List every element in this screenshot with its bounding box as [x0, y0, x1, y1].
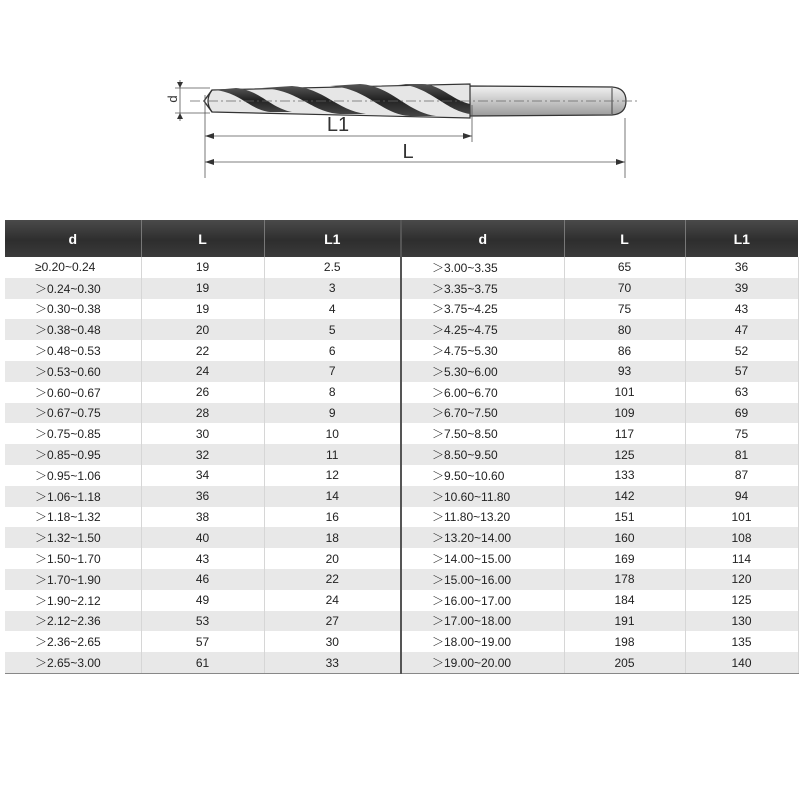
table-row: [5, 652, 798, 673]
cell-l-left: 19: [141, 299, 264, 320]
cell-l-left: 40: [141, 527, 264, 548]
header-d-left: d: [5, 220, 141, 257]
cell-l1-left: 18: [264, 527, 401, 548]
table-row: [5, 507, 798, 528]
cell-d-left: ＞0.67~0.75: [5, 403, 141, 424]
cell-l1-left: 10: [264, 423, 401, 444]
cell-l1-right: 140: [685, 652, 798, 673]
cell-l-left: 57: [141, 631, 264, 652]
cell-l-left: 53: [141, 611, 264, 632]
label-d: d: [165, 95, 180, 103]
cell-l-left: 20: [141, 319, 264, 340]
cell-l-left: 61: [141, 652, 264, 673]
cell-d-left: ＞1.18~1.32: [5, 507, 141, 528]
table-row: [5, 465, 798, 486]
cell-l1-right: 43: [685, 299, 798, 320]
cell-l1-left: 7: [264, 361, 401, 382]
table-row: [5, 403, 798, 424]
cell-d-left: ≥0.20~0.24: [5, 257, 141, 278]
cell-d-left: ＞1.50~1.70: [5, 548, 141, 569]
cell-d-left: ＞0.95~1.06: [5, 465, 141, 486]
cell-l-right: 101: [564, 382, 685, 403]
cell-l1-left: 14: [264, 486, 401, 507]
cell-l1-left: 12: [264, 465, 401, 486]
cell-l-right: 133: [564, 465, 685, 486]
header-l1-right: L1: [685, 220, 798, 257]
cell-l1-left: 11: [264, 444, 401, 465]
cell-l1-right: 130: [685, 611, 798, 632]
cell-l-right: 70: [564, 278, 685, 299]
table-row: [5, 278, 798, 299]
cell-d-right: ＞16.00~17.00: [401, 590, 564, 611]
cell-d-left: ＞2.65~3.00: [5, 652, 141, 673]
cell-d-right: ＞8.50~9.50: [401, 444, 564, 465]
cell-d-right: ＞18.00~19.00: [401, 631, 564, 652]
cell-d-left: ＞1.06~1.18: [5, 486, 141, 507]
cell-d-left: ＞0.85~0.95: [5, 444, 141, 465]
drill-bit-diagram: [0, 0, 800, 200]
cell-d-right: ＞6.00~6.70: [401, 382, 564, 403]
cell-d-right: ＞5.30~6.00: [401, 361, 564, 382]
cell-d-right: ＞14.00~15.00: [401, 548, 564, 569]
drill-size-table: [5, 220, 799, 674]
cell-d-left: ＞1.90~2.12: [5, 590, 141, 611]
overall-length-dimension: [205, 118, 625, 178]
drill-size-table-container: [5, 220, 798, 674]
cell-d-right: ＞10.60~11.80: [401, 486, 564, 507]
table-row: [5, 340, 798, 361]
cell-d-left: ＞2.36~2.65: [5, 631, 141, 652]
table-row: [5, 548, 798, 569]
cell-l-left: 28: [141, 403, 264, 424]
cell-d-right: ＞17.00~18.00: [401, 611, 564, 632]
cell-l1-left: 27: [264, 611, 401, 632]
cell-l1-left: 33: [264, 652, 401, 673]
table-row: [5, 444, 798, 465]
label-l1: L1: [326, 114, 350, 136]
cell-d-left: ＞0.53~0.60: [5, 361, 141, 382]
table-row: [5, 382, 798, 403]
cell-l-left: 38: [141, 507, 264, 528]
cell-d-right: ＞19.00~20.00: [401, 652, 564, 673]
cell-l1-left: 16: [264, 507, 401, 528]
table-row: [5, 486, 798, 507]
cell-l1-left: 3: [264, 278, 401, 299]
cell-l1-left: 5: [264, 319, 401, 340]
table-row: [5, 590, 798, 611]
cell-d-right: ＞3.35~3.75: [401, 278, 564, 299]
cell-l1-right: 135: [685, 631, 798, 652]
cell-d-left: ＞1.70~1.90: [5, 569, 141, 590]
cell-l-left: 19: [141, 278, 264, 299]
cell-d-right: ＞3.00~3.35: [401, 257, 564, 278]
table-row: [5, 423, 798, 444]
table-row: [5, 569, 798, 590]
cell-l1-left: 22: [264, 569, 401, 590]
cell-d-left: ＞0.38~0.48: [5, 319, 141, 340]
cell-d-left: ＞0.24~0.30: [5, 278, 141, 299]
cell-l-left: 22: [141, 340, 264, 361]
cell-l-right: 198: [564, 631, 685, 652]
cell-d-left: ＞2.12~2.36: [5, 611, 141, 632]
cell-l1-left: 20: [264, 548, 401, 569]
table-row: [5, 257, 798, 278]
cell-d-right: ＞6.70~7.50: [401, 403, 564, 424]
label-l: L: [402, 141, 414, 163]
cell-d-left: ＞1.32~1.50: [5, 527, 141, 548]
cell-l1-right: 108: [685, 527, 798, 548]
cell-l-right: 86: [564, 340, 685, 361]
cell-l1-right: 69: [685, 403, 798, 424]
table-row: [5, 299, 798, 320]
cell-d-right: ＞9.50~10.60: [401, 465, 564, 486]
cell-l1-right: 81: [685, 444, 798, 465]
cell-d-right: ＞4.75~5.30: [401, 340, 564, 361]
cell-l-right: 117: [564, 423, 685, 444]
cell-l-right: 75: [564, 299, 685, 320]
table-row: [5, 527, 798, 548]
cell-d-right: ＞3.75~4.25: [401, 299, 564, 320]
cell-l-right: 142: [564, 486, 685, 507]
cell-l1-right: 52: [685, 340, 798, 361]
cell-l1-left: 24: [264, 590, 401, 611]
cell-l1-right: 101: [685, 507, 798, 528]
table-row: [5, 361, 798, 382]
cell-l1-right: 63: [685, 382, 798, 403]
cell-l1-right: 125: [685, 590, 798, 611]
cell-l1-right: 39: [685, 278, 798, 299]
cell-l-right: 205: [564, 652, 685, 673]
cell-l-left: 46: [141, 569, 264, 590]
table-body: [5, 257, 798, 673]
cell-l1-left: 30: [264, 631, 401, 652]
cell-l1-left: 9: [264, 403, 401, 424]
cell-l1-right: 94: [685, 486, 798, 507]
cell-l-left: 36: [141, 486, 264, 507]
cell-d-right: ＞7.50~8.50: [401, 423, 564, 444]
cell-l-left: 43: [141, 548, 264, 569]
table-row: [5, 611, 798, 632]
cell-l1-left: 2.5: [264, 257, 401, 278]
cell-l1-left: 6: [264, 340, 401, 361]
cell-l-left: 30: [141, 423, 264, 444]
cell-l-left: 19: [141, 257, 264, 278]
header-l1-left: L1: [264, 220, 401, 257]
cell-l1-right: 120: [685, 569, 798, 590]
cell-l-left: 49: [141, 590, 264, 611]
cell-d-left: ＞0.30~0.38: [5, 299, 141, 320]
cell-l1-right: 87: [685, 465, 798, 486]
cell-l-right: 109: [564, 403, 685, 424]
cell-l-left: 32: [141, 444, 264, 465]
table-row: [5, 631, 798, 652]
cell-l-right: 191: [564, 611, 685, 632]
cell-l-left: 34: [141, 465, 264, 486]
header-l-left: L: [141, 220, 264, 257]
cell-d-right: ＞13.20~14.00: [401, 527, 564, 548]
cell-l-right: 169: [564, 548, 685, 569]
cell-l1-right: 36: [685, 257, 798, 278]
cell-l-right: 178: [564, 569, 685, 590]
cell-l1-right: 114: [685, 548, 798, 569]
cell-l1-right: 47: [685, 319, 798, 340]
cell-l1-right: 57: [685, 361, 798, 382]
cell-d-right: ＞11.80~13.20: [401, 507, 564, 528]
cell-l1-right: 75: [685, 423, 798, 444]
header-d-right: d: [401, 220, 564, 257]
cell-l1-left: 4: [264, 299, 401, 320]
table-header-row: [5, 220, 798, 257]
table-row: [5, 319, 798, 340]
cell-l-right: 65: [564, 257, 685, 278]
cell-l-right: 160: [564, 527, 685, 548]
cell-l-right: 93: [564, 361, 685, 382]
diameter-dimension: [165, 80, 210, 121]
cell-d-left: ＞0.60~0.67: [5, 382, 141, 403]
header-l-right: L: [564, 220, 685, 257]
cell-d-right: ＞15.00~16.00: [401, 569, 564, 590]
cell-d-right: ＞4.25~4.75: [401, 319, 564, 340]
cell-l-right: 151: [564, 507, 685, 528]
cell-d-left: ＞0.48~0.53: [5, 340, 141, 361]
cell-l-left: 24: [141, 361, 264, 382]
cell-d-left: ＞0.75~0.85: [5, 423, 141, 444]
cell-l1-left: 8: [264, 382, 401, 403]
cell-l-right: 80: [564, 319, 685, 340]
cell-l-left: 26: [141, 382, 264, 403]
cell-l-right: 125: [564, 444, 685, 465]
cell-l-right: 184: [564, 590, 685, 611]
